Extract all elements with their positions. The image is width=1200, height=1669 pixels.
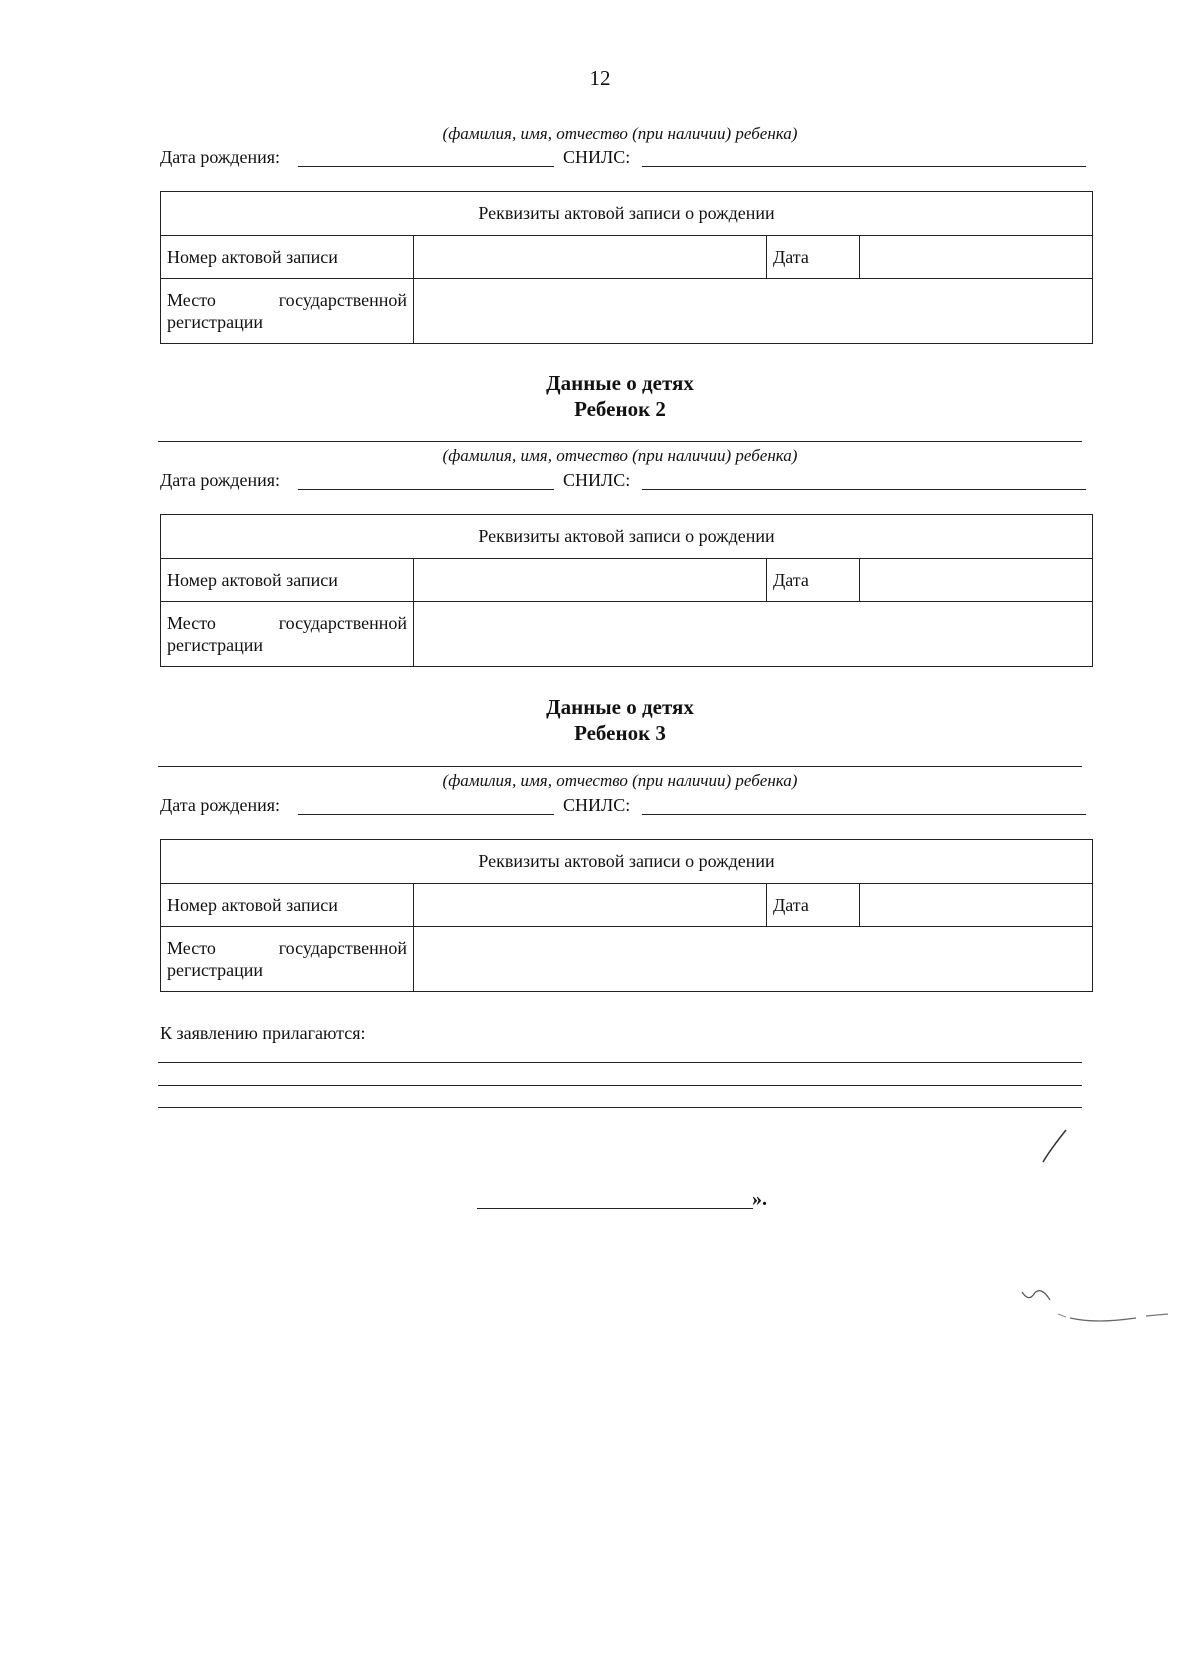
child-2-heading — [0, 370, 1200, 422]
attachments-line-2[interactable] — [158, 1085, 1082, 1086]
registration-place-label-line1: Место государственной — [167, 290, 407, 310]
dob-label: Дата рождения: — [160, 795, 281, 815]
date-closing-quote: ». — [752, 1188, 767, 1210]
registration-place-label-line2: регистрации — [167, 312, 263, 332]
child-3-name-field[interactable] — [158, 766, 1082, 767]
date-label: Дата — [767, 559, 860, 602]
birth-record-header: Реквизиты актовой записи о рождении — [161, 192, 1093, 236]
registration-place-field[interactable] — [414, 279, 1093, 344]
record-number-label: Номер актовой записи — [161, 236, 414, 279]
record-number-field[interactable] — [414, 884, 767, 927]
dob-field[interactable] — [298, 489, 554, 490]
date-label: Дата — [767, 884, 860, 927]
date-field[interactable] — [860, 559, 1093, 602]
child-3-name-caption: (фамилия, имя, отчество (при наличии) ребенка) — [442, 771, 798, 790]
registration-place-label-line1: Место государственной — [167, 613, 407, 633]
dob-field[interactable] — [298, 814, 554, 815]
child-2-name-field[interactable] — [158, 441, 1082, 442]
attachments-line-3[interactable] — [158, 1107, 1082, 1108]
snils-field[interactable] — [642, 166, 1086, 167]
record-number-field[interactable] — [414, 559, 767, 602]
section-title: Данные о детях — [546, 695, 694, 719]
birth-record-header: Реквизиты актовой записи о рождении — [161, 515, 1093, 559]
child-3-birth-record-table — [160, 839, 1093, 992]
dob-field[interactable] — [298, 166, 554, 167]
attachments-line-1[interactable] — [158, 1062, 1082, 1063]
registration-place-field[interactable] — [414, 602, 1093, 667]
registration-place-label-line2: регистрации — [167, 960, 263, 980]
registration-place-label — [161, 279, 414, 344]
registration-place-field[interactable] — [414, 927, 1093, 992]
handwritten-scribble — [1018, 1280, 1198, 1340]
date-field[interactable] — [477, 1208, 753, 1209]
child-2-name-caption: (фамилия, имя, отчество (при наличии) ребенка) — [442, 446, 798, 465]
registration-place-label-line2: регистрации — [167, 635, 263, 655]
registration-place-label-line1: Место государственной — [167, 938, 407, 958]
signature-slash-mark — [1040, 1128, 1070, 1164]
page-number: 12 — [589, 66, 611, 90]
record-number-label: Номер актовой записи — [161, 884, 414, 927]
child-2-birth-record-table — [160, 514, 1093, 667]
dob-label: Дата рождения: — [160, 470, 281, 490]
section-title: Данные о детях — [546, 371, 694, 395]
record-number-label: Номер актовой записи — [161, 559, 414, 602]
child-number-title: Ребенок 2 — [574, 397, 666, 421]
child-1-name-caption: (фамилия, имя, отчество (при наличии) ребенка) — [442, 124, 798, 143]
child-1-birth-record-table — [160, 191, 1093, 344]
date-field[interactable] — [860, 236, 1093, 279]
date-field[interactable] — [860, 884, 1093, 927]
date-label: Дата — [767, 236, 860, 279]
snils-label: СНИЛС: — [563, 795, 631, 815]
child-number-title: Ребенок 3 — [574, 721, 666, 745]
record-number-field[interactable] — [414, 236, 767, 279]
registration-place-label — [161, 602, 414, 667]
snils-field[interactable] — [642, 489, 1086, 490]
snils-label: СНИЛС: — [563, 470, 631, 490]
snils-label: СНИЛС: — [563, 147, 631, 167]
birth-record-header: Реквизиты актовой записи о рождении — [161, 840, 1093, 884]
dob-label: Дата рождения: — [160, 147, 281, 167]
child-3-heading — [0, 694, 1200, 746]
attachments-label: К заявлению прилагаются: — [160, 1023, 366, 1043]
snils-field[interactable] — [642, 814, 1086, 815]
registration-place-label — [161, 927, 414, 992]
